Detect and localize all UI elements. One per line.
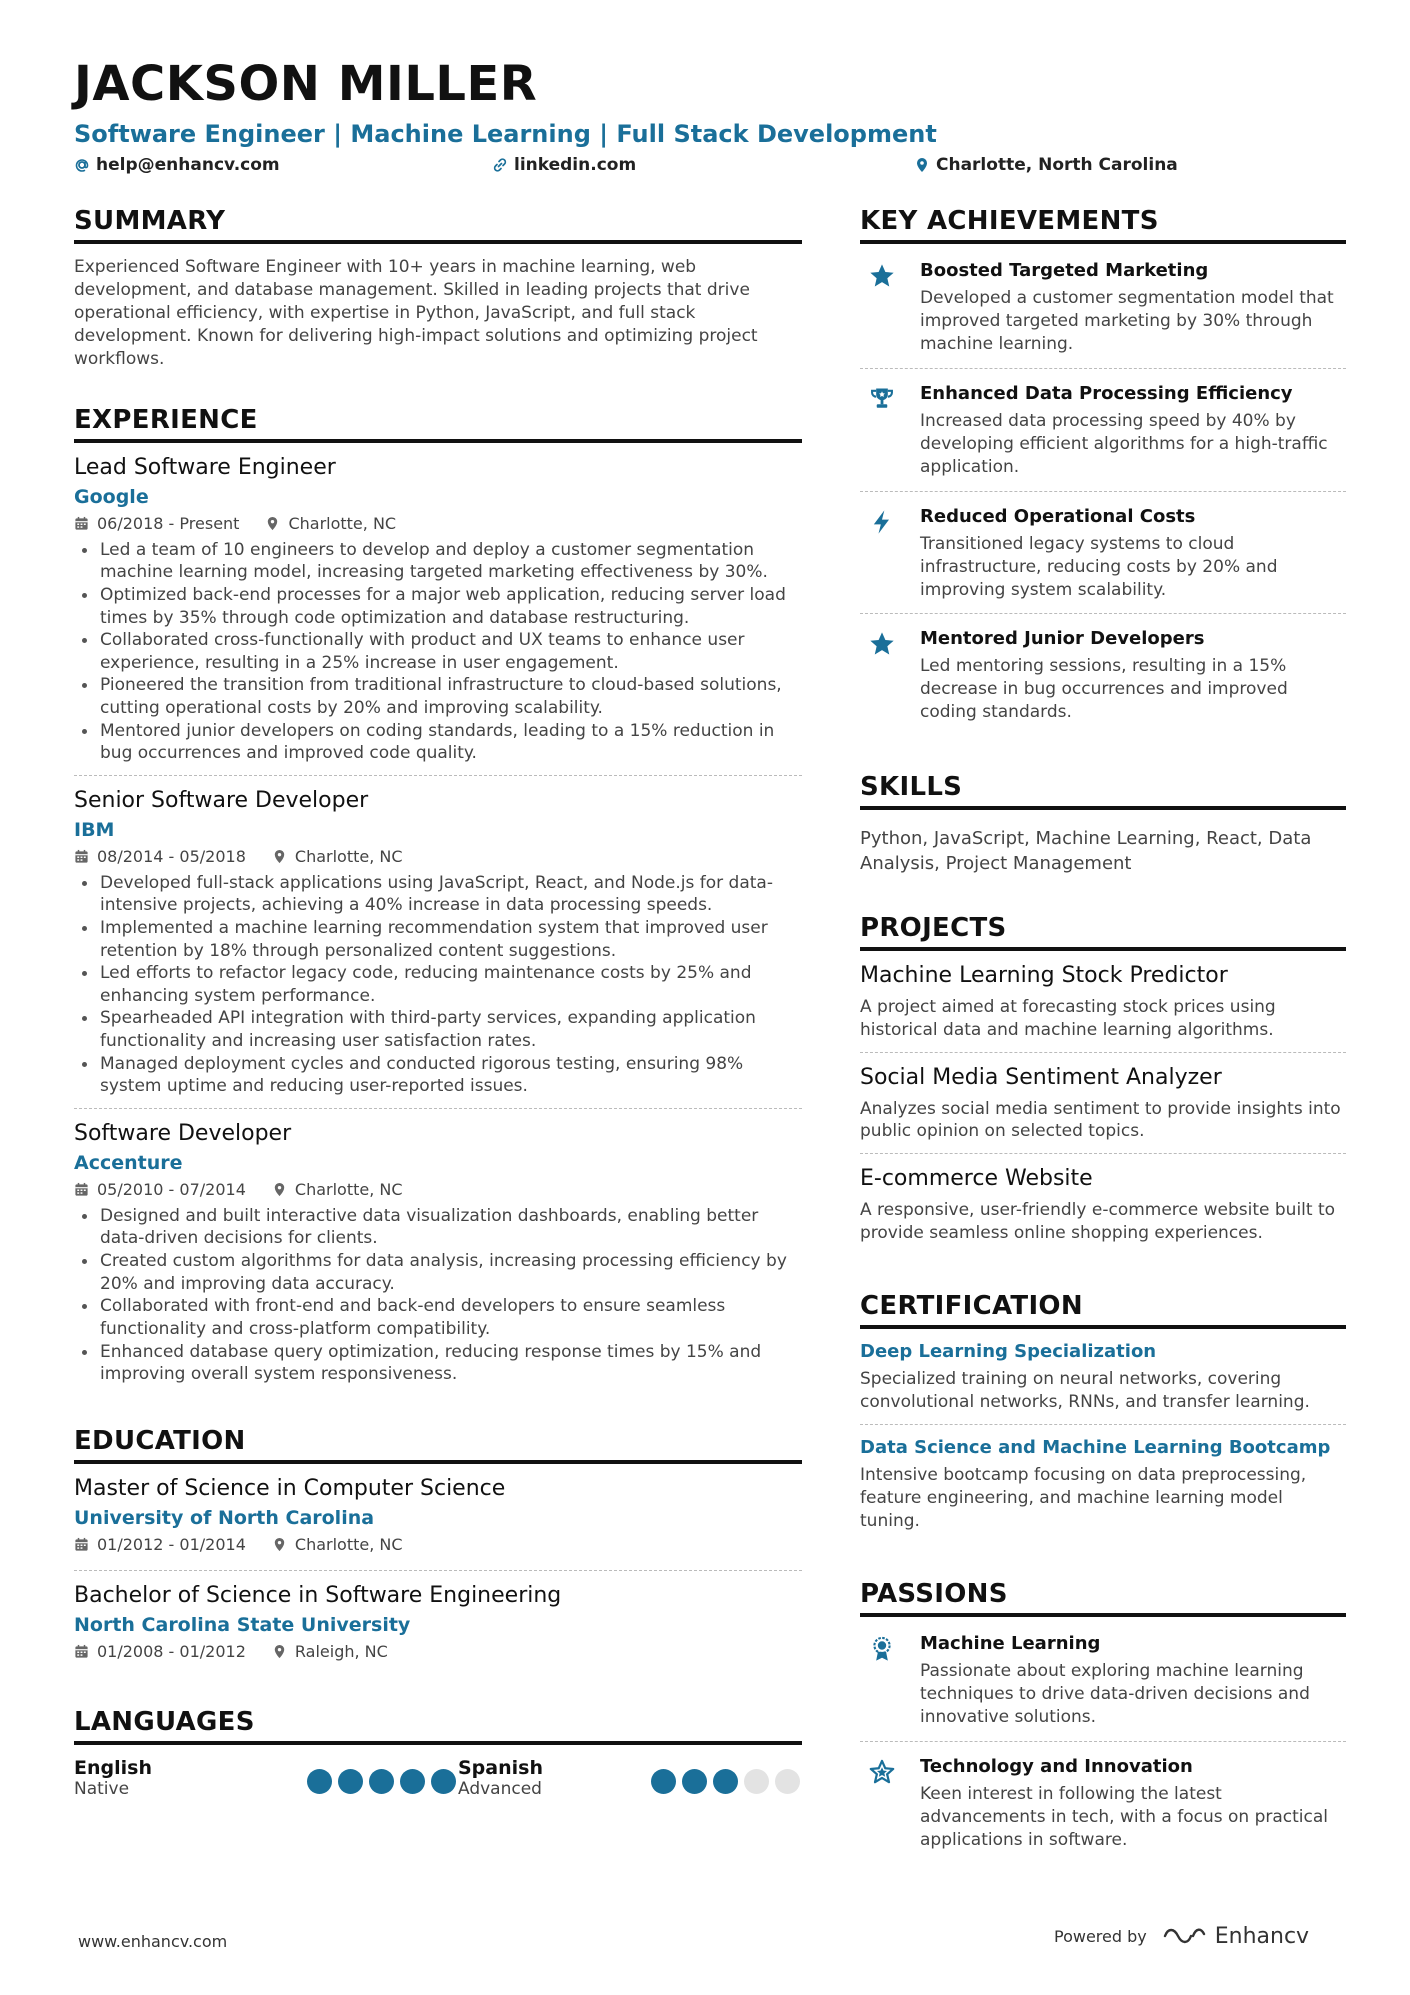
achievements-section	[860, 206, 1346, 736]
achievement-item-title: Enhanced Data Processing Efficiency	[920, 382, 1293, 404]
location-text: Raleigh, NC	[294, 1641, 388, 1661]
job-bullet: Led efforts to refactor legacy code, reducing maintenance costs by 25% and enhancing system performance.	[74, 962, 802, 1007]
project-text: A responsive, user-friendly e-commerce website built to provide seamless online shopping experiences.	[860, 1200, 1336, 1244]
rating-dot	[338, 1769, 363, 1794]
date-range	[74, 847, 246, 866]
certification-entry	[860, 1341, 1346, 1425]
achievement-item-text: Developed a customer segmentation model that improved targeted marketing by 30% through machine learning.	[920, 288, 1334, 354]
email-text: help@enhancv.com	[96, 155, 280, 175]
meta-row	[74, 1535, 802, 1554]
candidate-title: Software Engineer | Machine Learning | Full Stack Development	[74, 120, 937, 148]
experience-heading: EXPERIENCE	[74, 405, 802, 443]
education-section	[74, 1426, 802, 1677]
date-text: 08/2014 - 05/2018	[97, 846, 246, 866]
contact-linkedin[interactable]	[492, 155, 636, 175]
achievement-item	[860, 381, 1346, 492]
rating-dot	[369, 1769, 394, 1794]
summary-section	[74, 206, 802, 371]
meta-row	[74, 514, 802, 533]
star-icon	[860, 260, 920, 356]
powered-by-text: Powered by	[1054, 1926, 1147, 1946]
job-bullet: Collaborated with front-end and back-end developers to ensure seamless functionality and cross-platform compatibility.	[74, 1295, 802, 1340]
job-bullet: Mentored junior developers on coding standards, leading to a 15% reduction in bug occurrences and improved code quality.	[74, 720, 802, 765]
passions-list	[860, 1631, 1346, 1864]
project-title: E-commerce Website	[860, 1166, 1093, 1192]
education-entry	[74, 1476, 802, 1571]
rating-dot	[400, 1769, 425, 1794]
summary-heading: SUMMARY	[74, 206, 802, 244]
contact-email[interactable]	[74, 155, 280, 175]
achievement-item	[860, 258, 1346, 369]
job-bullet: Optimized back-end processes for a major web application, reducing server load times by 35% through code optimization and database restructuring.	[74, 584, 802, 629]
language-entry	[74, 1757, 458, 1799]
job-company: IBM	[74, 818, 115, 841]
job-bullet: Managed deployment cycles and conducted rigorous testing, ensuring 98% system uptime and reducing user-reported issues.	[74, 1053, 802, 1098]
job-bullets	[74, 539, 802, 765]
brand-logo[interactable]	[1161, 1922, 1309, 1950]
date-range	[74, 1535, 246, 1554]
calendar-icon	[74, 1182, 89, 1197]
meta-row	[74, 1642, 802, 1661]
job-entry	[74, 455, 802, 776]
date-text: 01/2012 - 01/2014	[97, 1534, 246, 1554]
passions-section	[860, 1579, 1346, 1864]
date-text: 01/2008 - 01/2012	[97, 1641, 246, 1661]
project-title: Machine Learning Stock Predictor	[860, 962, 1228, 988]
award-ribbon-icon	[860, 1633, 920, 1729]
rating-dot	[431, 1769, 456, 1794]
passion-item-text: Keen interest in following the latest advancements in tech, with a focus on practical applications in software.	[920, 1783, 1328, 1850]
contact-location	[914, 155, 1178, 175]
passion-item	[860, 1754, 1346, 1864]
job-entry	[74, 788, 802, 1109]
degree: Bachelor of Science in Software Engineering	[74, 1582, 562, 1608]
location	[272, 1642, 388, 1661]
date-range	[74, 1180, 246, 1199]
certification-heading: CERTIFICATION	[860, 1291, 1346, 1329]
calendar-icon	[74, 849, 89, 864]
language-level: Advanced	[458, 1778, 542, 1799]
passion-item-text: Passionate about exploring machine learning techniques to drive data-driven decisions and innovative solutions.	[920, 1660, 1310, 1727]
skills-text: Python, JavaScript, Machine Learning, React, Data Analysis, Project Management	[860, 828, 1312, 875]
rating-dot	[775, 1769, 800, 1794]
location-text: Charlotte, NC	[294, 1179, 403, 1199]
star-outline-icon	[860, 1756, 920, 1852]
project-entry	[860, 1065, 1346, 1155]
summary-text: Experienced Software Engineer with 10+ years in machine learning, web development, and database management. Skilled in leading projects that drive operational efficiency, with expertise in Python, JavaScript, and full stack development. Known for delivering high-impact solutions and optimizing project workflows.	[74, 257, 758, 369]
education-entry	[74, 1583, 802, 1677]
certification-section	[860, 1291, 1346, 1543]
achievement-item-title: Reduced Operational Costs	[920, 505, 1196, 527]
map-pin-icon	[272, 849, 287, 864]
project-text: Analyzes social media sentiment to provide insights into public opinion on selected topics.	[860, 1098, 1341, 1142]
passions-heading: PASSIONS	[860, 1579, 1346, 1617]
school: University of North Carolina	[74, 1506, 375, 1529]
achievement-item-text: Led mentoring sessions, resulting in a 15% decrease in bug occurrences and improved coding standards.	[920, 656, 1288, 723]
degree: Master of Science in Computer Science	[74, 1475, 506, 1501]
date-text: 05/2010 - 07/2014	[97, 1179, 246, 1199]
rating-dot	[713, 1769, 738, 1794]
rating-dot	[651, 1769, 676, 1794]
link-icon	[492, 157, 508, 173]
passion-item-title: Machine Learning	[920, 1632, 1101, 1654]
project-title: Social Media Sentiment Analyzer	[860, 1064, 1222, 1090]
school: North Carolina State University	[74, 1613, 411, 1636]
achievement-item-title: Mentored Junior Developers	[920, 628, 1205, 650]
trophy-icon	[860, 383, 920, 479]
map-pin-icon	[265, 516, 280, 531]
language-entry	[458, 1757, 802, 1799]
map-pin-icon	[272, 1537, 287, 1552]
rating-dot	[682, 1769, 707, 1794]
certification-title: Data Science and Machine Learning Bootcamp	[860, 1437, 1331, 1459]
map-pin-icon	[914, 157, 930, 173]
job-role: Software Developer	[74, 1120, 292, 1146]
project-entry	[860, 1166, 1346, 1255]
job-company: Accenture	[74, 1151, 183, 1174]
left-column	[74, 206, 802, 1833]
projects-list	[860, 963, 1346, 1256]
certification-text: Specialized training on neural networks, covering convolutional networks, RNNs, and transfer learning.	[860, 1369, 1310, 1413]
job-bullets	[74, 872, 802, 1098]
location-text: Charlotte, NC	[294, 846, 403, 866]
achievements-heading: KEY ACHIEVEMENTS	[860, 206, 1346, 244]
languages-heading: LANGUAGES	[74, 1707, 802, 1745]
language-rating	[307, 1757, 456, 1799]
language-rating	[651, 1757, 800, 1799]
language-name: Spanish	[458, 1756, 543, 1779]
job-bullets	[74, 1205, 802, 1386]
location-text: Charlotte, NC	[294, 1534, 403, 1554]
experience-list	[74, 455, 802, 1396]
calendar-icon	[74, 1537, 89, 1552]
experience-section	[74, 405, 802, 1396]
candidate-name: JACKSON MILLER	[74, 56, 538, 112]
job-bullet: Collaborated cross-functionally with product and UX teams to enhance user experience, resulting in a 25% increase in user engagement.	[74, 629, 802, 674]
passion-item	[860, 1631, 1346, 1742]
calendar-icon	[74, 1644, 89, 1659]
star-icon	[860, 628, 920, 724]
achievement-item-text: Increased data processing speed by 40% by developing efficient algorithms for a high-traffic application.	[920, 410, 1328, 477]
skills-heading: SKILLS	[860, 772, 1346, 810]
achievement-item	[860, 626, 1346, 736]
job-bullet: Led a team of 10 engineers to develop and deploy a customer segmentation machine learning model, increasing targeted marketing effectiveness by 30%.	[74, 539, 802, 584]
map-pin-icon	[272, 1182, 287, 1197]
achievements-list	[860, 258, 1346, 736]
location	[272, 1535, 403, 1554]
projects-section	[860, 913, 1346, 1256]
footer-branding	[1054, 1922, 1309, 1950]
linkedin-text: linkedin.com	[514, 155, 637, 175]
certification-title: Deep Learning Specialization	[860, 1341, 1157, 1363]
job-bullet: Developed full-stack applications using JavaScript, React, and Node.js for data-intensive projects, achieving a 40% increase in data processing speeds.	[74, 872, 802, 917]
language-name: English	[74, 1756, 152, 1779]
certification-entry	[860, 1437, 1346, 1543]
job-bullet: Enhanced database query optimization, reducing response times by 15% and improving overall system responsiveness.	[74, 1341, 802, 1386]
certification-text: Intensive bootcamp focusing on data preprocessing, feature engineering, and machine learning model tuning.	[860, 1465, 1307, 1531]
language-level: Native	[74, 1778, 130, 1799]
passion-item-title: Technology and Innovation	[920, 1755, 1193, 1777]
job-bullet: Implemented a machine learning recommendation system that improved user retention by 18% through personalized content suggestions.	[74, 917, 802, 962]
job-bullet: Created custom algorithms for data analysis, increasing processing efficiency by 20% and improving data accuracy.	[74, 1250, 802, 1295]
at-icon	[74, 157, 90, 173]
location	[265, 514, 396, 533]
lightning-icon	[860, 506, 920, 602]
languages-list	[74, 1757, 802, 1799]
enhancv-logo-icon	[1161, 1922, 1207, 1950]
projects-heading: PROJECTS	[860, 913, 1346, 951]
achievement-item	[860, 504, 1346, 615]
job-role: Senior Software Developer	[74, 787, 369, 813]
certification-list	[860, 1341, 1346, 1543]
job-entry	[74, 1121, 802, 1396]
location	[272, 847, 403, 866]
right-column	[860, 206, 1346, 1898]
date-range	[74, 1642, 246, 1661]
date-text: 06/2018 - Present	[97, 513, 240, 533]
location-text: Charlotte, North Carolina	[936, 155, 1178, 175]
education-list	[74, 1476, 802, 1677]
job-bullet: Spearheaded API integration with third-party services, expanding application functionality and increasing user satisfaction rates.	[74, 1007, 802, 1052]
rating-dot	[744, 1769, 769, 1794]
meta-row	[74, 1180, 802, 1199]
job-company: Google	[74, 485, 149, 508]
project-text: A project aimed at forecasting stock prices using historical data and machine learning algorithms.	[860, 996, 1276, 1040]
job-bullet: Designed and built interactive data visualization dashboards, enabling better data-driven decisions for clients.	[74, 1205, 802, 1250]
job-bullet: Pioneered the transition from traditional infrastructure to cloud-based solutions, cutting operational costs by 20% and improving scalability.	[74, 674, 802, 719]
brand-name: Enhancv	[1214, 1923, 1310, 1949]
skills-section	[860, 772, 1346, 876]
map-pin-icon	[272, 1644, 287, 1659]
meta-row	[74, 847, 802, 866]
languages-section	[74, 1707, 802, 1799]
calendar-icon	[74, 516, 89, 531]
achievement-item-text: Transitioned legacy systems to cloud infrastructure, reducing costs by 20% and improving system scalability.	[920, 533, 1278, 600]
education-heading: EDUCATION	[74, 1426, 802, 1464]
location	[272, 1180, 403, 1199]
rating-dot	[307, 1769, 332, 1794]
achievement-item-title: Boosted Targeted Marketing	[920, 260, 1209, 281]
footer-website[interactable]: www.enhancv.com	[78, 1932, 228, 1951]
location-text: Charlotte, NC	[288, 513, 397, 533]
date-range	[74, 514, 239, 533]
job-role: Lead Software Engineer	[74, 454, 336, 480]
project-entry	[860, 963, 1346, 1053]
